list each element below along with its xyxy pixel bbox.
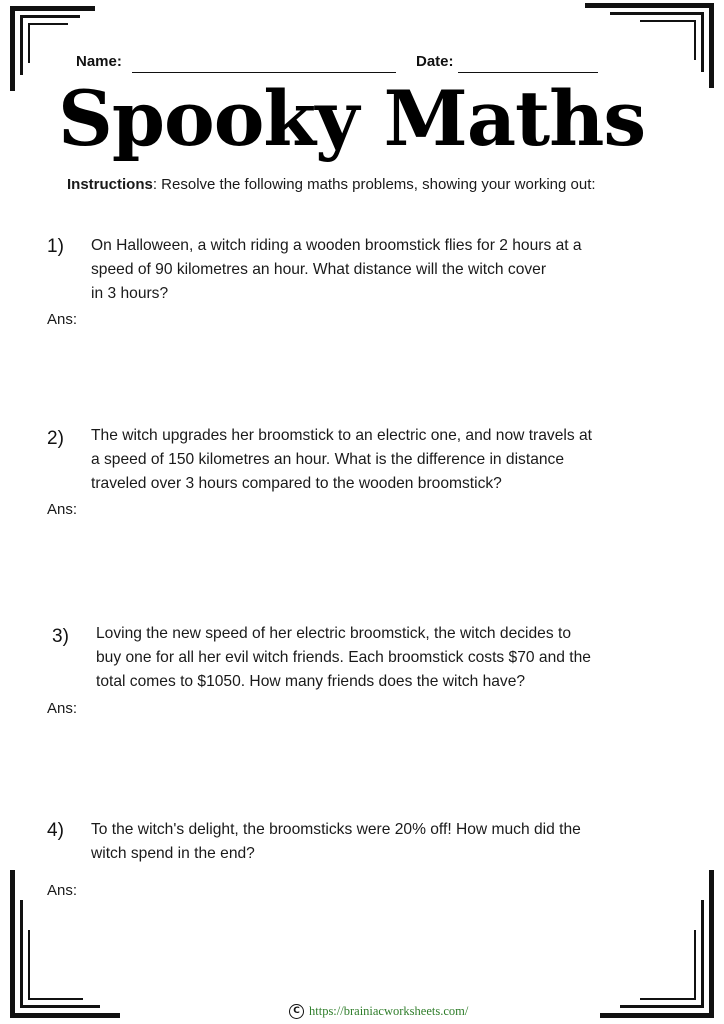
question-4-answer-label: Ans: [47,882,78,899]
question-1-line-1: On Halloween, a witch riding a wooden broomstick flies for 2 hours at a [91,237,582,254]
page-title: Spooky Maths [58,74,646,163]
question-1-line-3: in 3 hours? [91,285,169,302]
question-2-line-2: a speed of 150 kilometres an hour. What is the difference in distance [91,451,565,468]
instructions [67,176,596,193]
question-4-line-1: To the witch's delight, the broomsticks were 20% off! How much did the [91,821,581,838]
question-1-line-2: speed of 90 kilometres an hour. What distance will the witch cover [91,261,547,278]
question-1-text [91,234,651,306]
question-4-number: 4) [47,820,64,841]
question-3-number: 3) [52,626,69,647]
name-write-line[interactable] [132,72,396,73]
date-write-line[interactable] [458,72,598,73]
question-4-text [91,818,651,866]
question-3-text [96,622,656,694]
question-2-text [91,424,651,496]
question-1-number: 1) [47,236,64,257]
instructions-label: Instructions [67,176,153,193]
question-3-answer-label: Ans: [47,700,78,717]
question-4-line-2: witch spend in the end? [91,845,255,862]
question-3-line-1: Loving the new speed of her electric broomstick, the witch decides to [96,625,571,642]
question-2-answer-label: Ans: [47,501,78,518]
footer-link[interactable]: https://brainiacworksheets.com/ [309,1003,469,1018]
question-2-line-1: The witch upgrades her broomstick to an electric one, and now travels at [91,427,592,444]
question-2-number: 2) [47,428,64,449]
question-1-answer-label: Ans: [47,311,78,328]
name-label: Name: [76,53,122,70]
question-3-line-2: buy one for all her evil witch friends. Each broomstick costs $70 and the [96,649,591,666]
instructions-text: : Resolve the following maths problems, showing your working out: [152,176,596,193]
question-2-line-3: traveled over 3 hours compared to the wooden broomstick? [91,475,502,492]
date-label: Date: [416,53,454,70]
copyright-icon: C [289,1004,304,1019]
footer [289,1001,468,1021]
question-3-line-3: total comes to $1050. How many friends does the witch have? [96,673,526,690]
